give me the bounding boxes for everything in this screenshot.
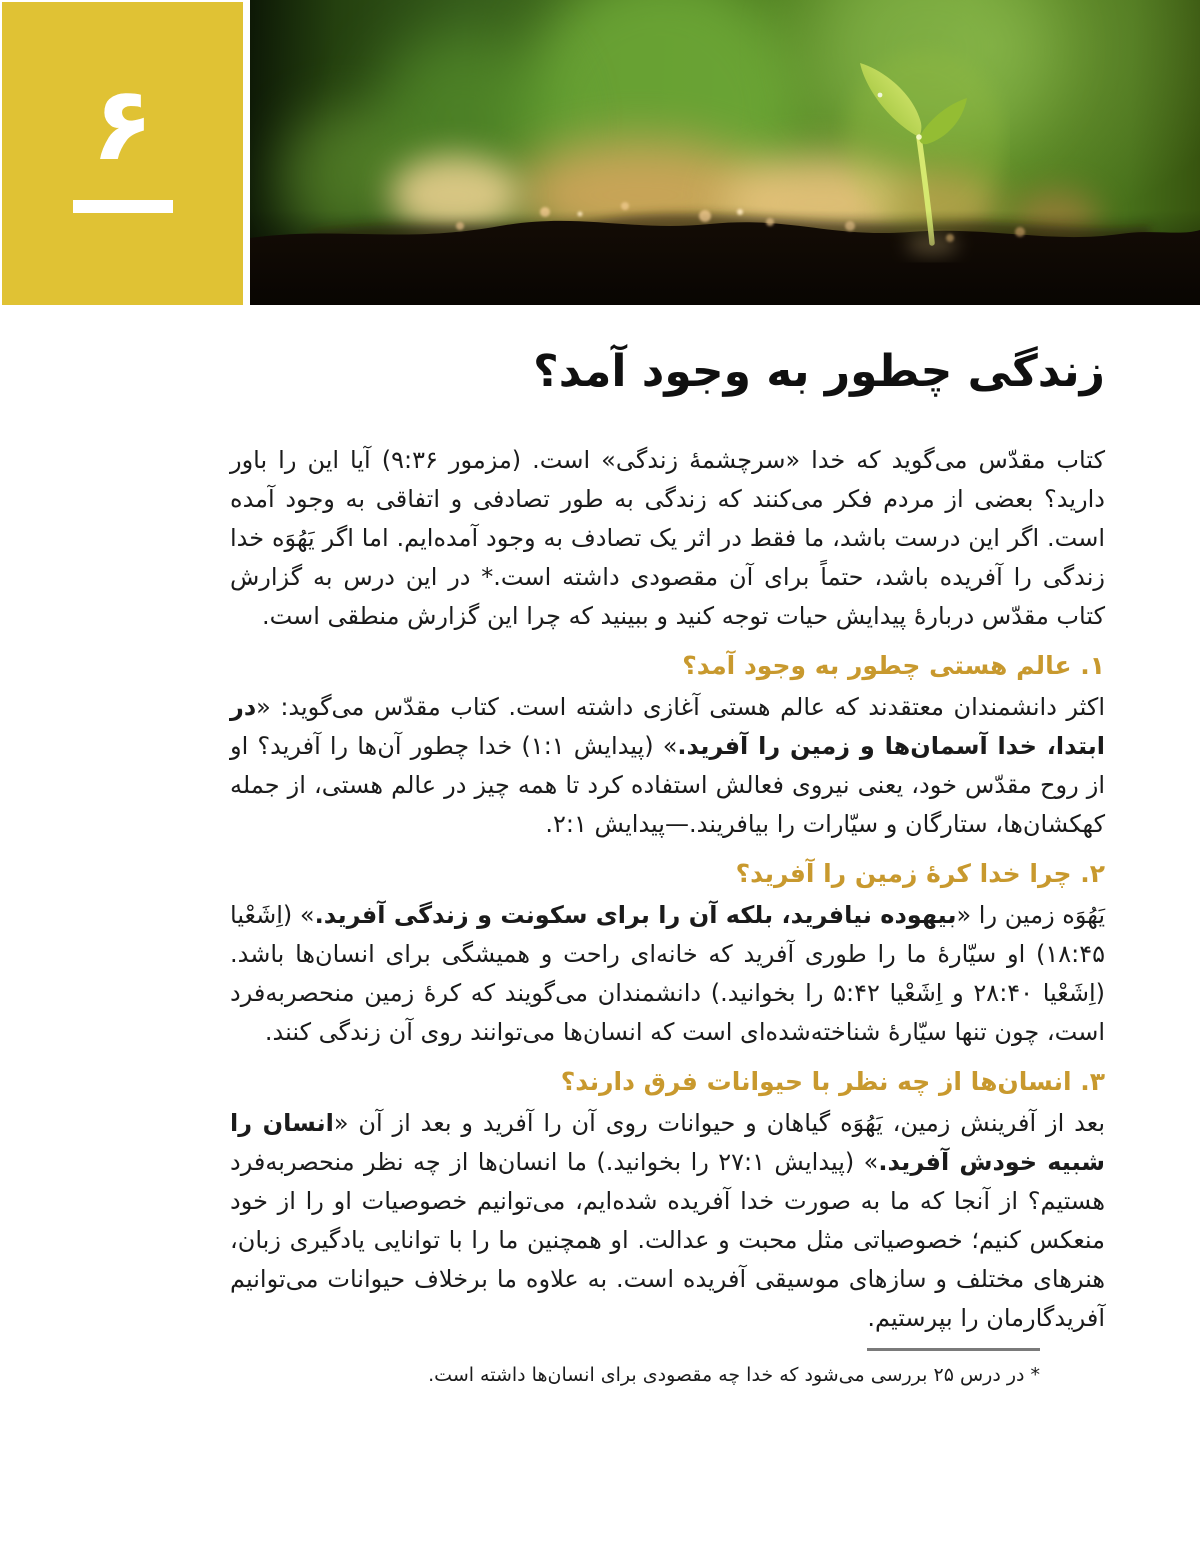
section-2-heading: ۲. چرا خدا کرهٔ زمین را آفرید؟ [735, 859, 1105, 888]
section-2-text-before: یَهُوَه زمین را « [956, 901, 1106, 929]
section-1-text-before: اکثر دانشمندان معتقدند که عالم هستی آغازی داشته است. کتاب مقدّس می‌گوید: « [256, 693, 1105, 721]
header-photo-seedling [250, 0, 1200, 305]
section-3-paragraph [230, 1104, 1105, 1338]
lesson-number: ۶ [91, 65, 154, 184]
footnote [230, 1348, 1040, 1390]
lesson-number-box [2, 2, 243, 305]
footnote-text: * در درس ۲۵ بررسی می‌شود که خدا چه مقصودی برای انسان‌ها داشته است. [428, 1364, 1040, 1386]
lesson-underline [73, 200, 173, 213]
article-body [230, 441, 1105, 1390]
section-1-text-after: » (پیدایش ۱:۱) خدا چطور آن‌ها را آفرید؟ او از روح مقدّس خود، یعنی نیروی فعالش استفاده کرد تا همه چیز در عالم هستی، از جمله کهکشان‌ها، ستارگان و سیّارات را بیافریند.—پیدایش ۲:۱. [230, 732, 1105, 838]
section-2-scripture-quote: بیهوده نیافرید، بلکه آن را برای سکونت و زندگی آفرید. [314, 901, 957, 929]
section-1-heading: ۱. عالم هستی چطور به وجود آمد؟ [682, 651, 1105, 680]
section-3-text-after: » (پیدایش ۲۷:۱ را بخوانید.) ما انسان‌ها از چه نظر منحصربه‌فرد هستیم؟ از آنجا که ما به صورت خدا آفریده شده‌ایم، می‌توانیم خصوصیات او را از خود منعکس کنیم؛ خصوصیاتی مثل محبت و عدالت. او همچنین ما را با توانایی یادگیری زبان، هنرهای مختلف و سازهای موسیقی آفریده است. به علاوه ما برخلاف حیوانات می‌توانیم آفریدگارمان را بپرستیم. [230, 1148, 1105, 1332]
section-3-heading: ۳. انسان‌ها از چه نظر با حیوانات فرق دارند؟ [560, 1067, 1105, 1096]
section-2-paragraph [230, 896, 1105, 1052]
photo-bottom-shadow [250, 210, 1200, 305]
section-2 [230, 854, 1105, 1052]
section-3-scripture-quote: انسان را شبیه خودش آفرید. [230, 1109, 1105, 1176]
section-1-scripture-quote: در ابتدا، خدا آسمان‌ها و زمین را آفرید. [230, 693, 1105, 760]
section-2-text-after: » (اِشَعْیا ۱۸:۴۵) او سیّارهٔ ما را طوری آفرید که خانه‌ای راحت و همیشگی برای انسان‌ها باشد. (اِشَعْیا ۲۸:۴۰ و اِشَعْیا ۵:۴۲ را بخوانید.) دانشمندان می‌گویند که کرهٔ زمین منحصربه‌فرد است، چون تنها سیّارهٔ شناخته‌شده‌ای است که انسان‌ها می‌توانند روی آن زندگی کنند. [230, 901, 1106, 1046]
page-title: زندگی چطور به وجود آمد؟ [533, 346, 1105, 397]
intro-paragraph: کتاب مقدّس می‌گوید که خدا «سرچشمهٔ زندگی» است. (مزمور ۹:۳۶) آیا این را باور دارید؟ بعضی از مردم فکر می‌کنند که زندگی به طور تصادفی و اتفاقی به وجود آمده است. اگر این درست باشد، ما فقط در اثر یک تصادف به وجود آمده‌ایم. اما اگر یَهُوَه خدا زندگی را آفریده باشد، حتماً برای آن مقصودی داشته است.* در این درس به گزارش کتاب مقدّس دربارهٔ پیدایش حیات توجه کنید و ببینید که چرا این گزارش منطقی است. [230, 446, 1105, 630]
section-3 [230, 1062, 1105, 1338]
section-1 [230, 646, 1105, 844]
footnote-divider [867, 1348, 1040, 1351]
section-1-paragraph [230, 688, 1105, 844]
section-3-text-before: بعد از آفرینش زمین، یَهُوَه گیاهان و حیوانات روی آن را آفرید و بعد از آن « [333, 1109, 1105, 1137]
